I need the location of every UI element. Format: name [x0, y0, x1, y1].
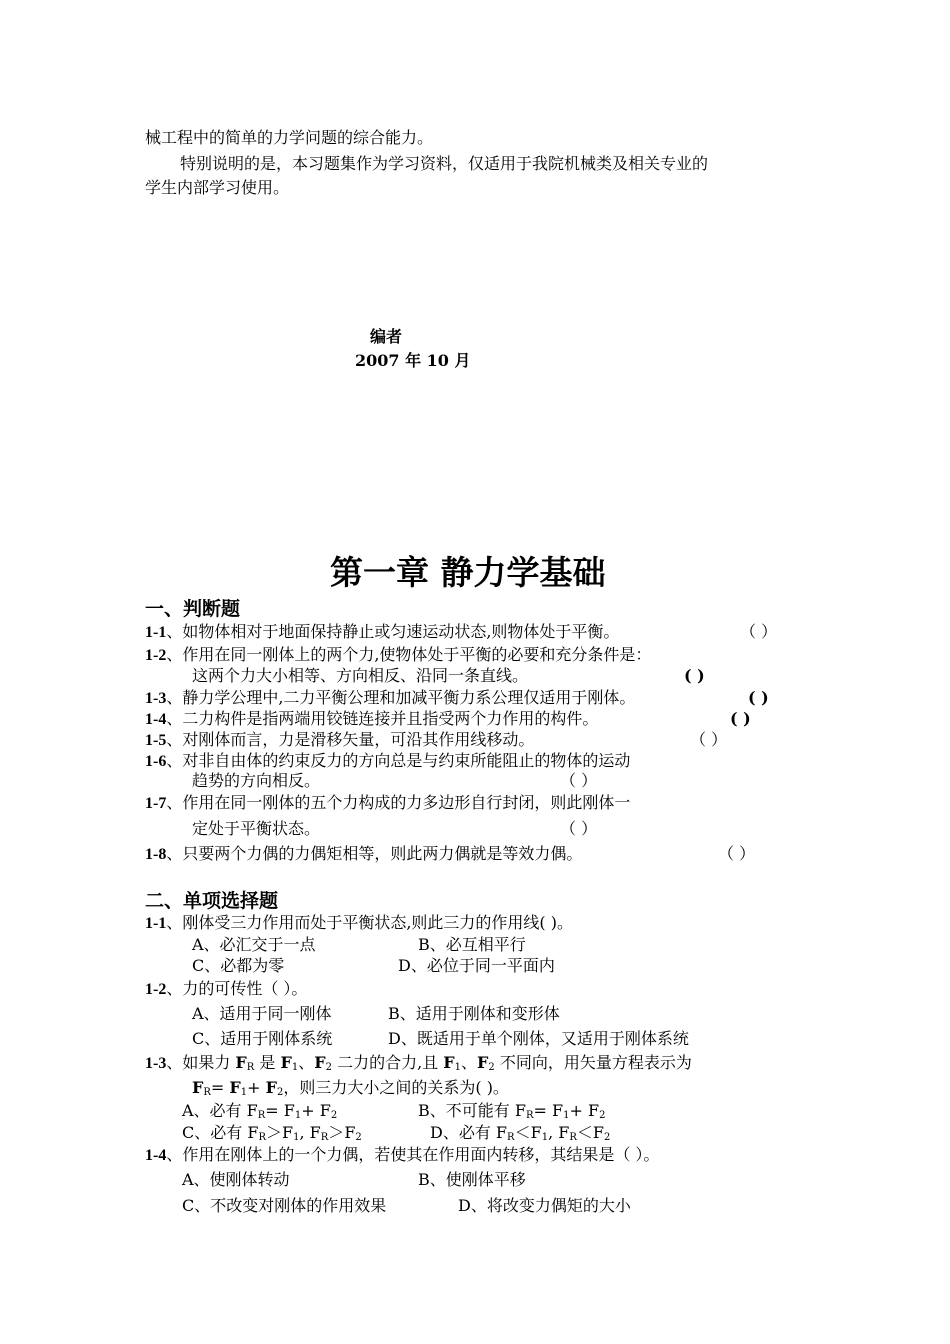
signature-date: 2007 年 10 月	[355, 351, 471, 370]
judgment-item: 1-5、对刚体而言，力是滑移矢量，可沿其作用线移动。	[145, 730, 535, 749]
answer-blank[interactable]: （ ）	[718, 844, 756, 863]
intro-line-3: 学生内部学习使用。	[145, 178, 290, 197]
choice-option-b[interactable]: B、不可能有 $F_R= F_1+ F_2$	[418, 1101, 606, 1121]
choice-option-a[interactable]: A、使刚体转动	[182, 1170, 290, 1189]
signature-author: 编者	[370, 327, 403, 346]
choice-question: 1-3、如果力 $F_R$ 是 $F_1$、$F_2$ 二力的合力,且 $F_1$、$F_2$ 不同向，用矢量方程表示为	[145, 1053, 692, 1073]
judgment-item-continuation: 这两个力大小相等、方向相反、沿同一条直线。	[192, 666, 529, 685]
choice-option-b[interactable]: B、适用于刚体和变形体	[388, 1004, 560, 1023]
choice-option-a[interactable]: A、必汇交于一点	[192, 935, 316, 954]
choice-question: 1-4、作用在刚体上的一个力偶，若使其在作用面内转移，其结果是（ ）。	[145, 1145, 660, 1164]
choice-option-b[interactable]: B、使刚体平移	[418, 1170, 526, 1189]
choice-option-a[interactable]: A、必有 $F_R= F_1+ F_2$	[182, 1101, 338, 1121]
choice-option-d[interactable]: D、必位于同一平面内	[398, 956, 555, 975]
section-heading-choice: 二、单项选择题	[145, 890, 279, 912]
answer-blank[interactable]: ( )	[748, 688, 769, 707]
judgment-item-continuation: 趋势的方向相反。	[192, 771, 321, 790]
choice-option-c[interactable]: C、不改变对刚体的作用效果	[182, 1196, 387, 1215]
choice-option-c[interactable]: C、必有 $F_R>F_1$, $F_R>F_2$	[182, 1123, 362, 1143]
intro-line-2: 特别说明的是，本习题集作为学习资料，仅适用于我院机械类及相关专业的	[180, 154, 709, 173]
choice-question: 1-2、力的可传性（ ）。	[145, 979, 308, 998]
judgment-item: 1-6、对非自由体的约束反力的方向总是与约束所能阻止的物体的运动	[145, 751, 631, 770]
answer-blank[interactable]: ( )	[684, 666, 705, 685]
answer-blank[interactable]: （ ）	[740, 622, 778, 641]
choice-question: 1-1、刚体受三力作用而处于平衡状态,则此三力的作用线( )。	[145, 913, 573, 932]
judgment-item: 1-8、只要两个力偶的力偶矩相等，则此两力偶就是等效力偶。	[145, 844, 583, 863]
judgment-item: 1-7、作用在同一刚体的五个力构成的力多边形自行封闭，则此刚体一	[145, 793, 631, 812]
choice-option-b[interactable]: B、必互相平行	[418, 935, 526, 954]
judgment-item: 1-2、作用在同一刚体上的两个力,使物体处于平衡的必要和充分条件是：	[145, 645, 652, 664]
choice-option-a[interactable]: A、适用于同一刚体	[192, 1004, 332, 1023]
chapter-title: 第一章 静力学基础	[330, 553, 606, 592]
answer-blank[interactable]: ( )	[730, 709, 751, 728]
answer-blank[interactable]: （ ）	[690, 730, 728, 749]
judgment-item: 1-1、如物体相对于地面保持静止或匀速运动状态,则物体处于平衡。	[145, 622, 620, 641]
choice-option-c[interactable]: C、必都为零	[192, 956, 285, 975]
choice-option-d[interactable]: D、既适用于单个刚体，又适用于刚体系统	[388, 1029, 689, 1048]
judgment-item: 1-4、二力构件是指两端用铰链连接并且指受两个力作用的构件。	[145, 709, 599, 728]
choice-option-c[interactable]: C、适用于刚体系统	[192, 1029, 333, 1048]
vector-equation: $F_R= F_1+ F_2$，则三力大小之间的关系为( )。	[192, 1078, 509, 1098]
answer-blank[interactable]: （ ）	[560, 819, 598, 838]
section-heading-judgment: 一、判断题	[145, 598, 241, 620]
judgment-item: 1-3、静力学公理中,二力平衡公理和加减平衡力系公理仅适用于刚体。	[145, 688, 636, 707]
choice-option-d[interactable]: D、必有 $F_R<F_1$, $F_R<F_2$	[430, 1123, 611, 1143]
answer-blank[interactable]: （ ）	[560, 771, 598, 790]
choice-option-d[interactable]: D、将改变力偶矩的大小	[458, 1196, 631, 1215]
judgment-item-continuation: 定处于平衡状态。	[192, 819, 321, 838]
intro-line-1: 械工程中的简单的力学问题的综合能力。	[145, 128, 434, 147]
